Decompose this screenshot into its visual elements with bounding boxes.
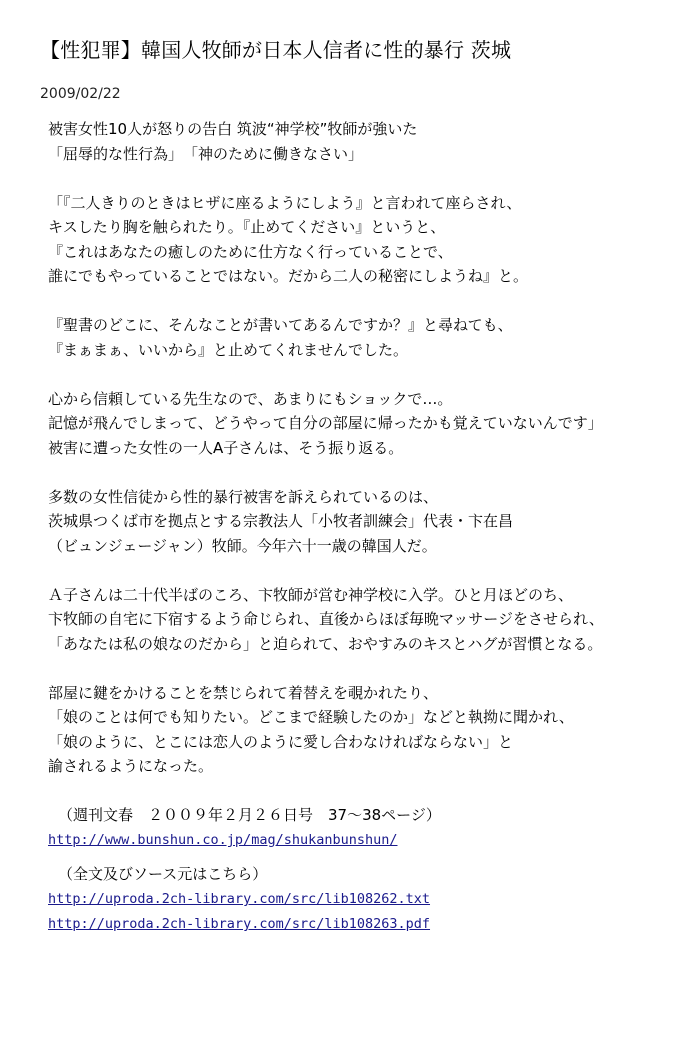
source-link-pdf[interactable]: http://uproda.2ch-library.com/src/lib108263.pdf (48, 916, 431, 932)
text-line: 被害女性10人が怒りの告白 筑波“神学校”牧師が強いた (48, 120, 418, 138)
source-section (40, 803, 673, 936)
text-line: 「『二人きりのときはヒザに座るようにしよう』と言われて座らされ、 (48, 193, 522, 212)
citation-text: （週刊文春 ２００９年２月２６日号 37～38ページ） (58, 806, 441, 824)
article-body (40, 117, 673, 779)
spacer (40, 852, 673, 862)
text-line: 「あなたは私の娘なのだから」と迫られて、おやすみのキスとハグが習慣となる。 (48, 634, 603, 653)
paragraph (40, 117, 673, 166)
text-line: 記憶が飛んでしまって、どうやって自分の部屋に帰ったかも覚えていないんです」 (48, 414, 603, 432)
text-line: 「娘のように、とこには恋人のように愛し合わなければならない」と (48, 732, 514, 751)
paragraph (40, 583, 673, 657)
text-line: 『これはあなたの癒しのために仕方なく行っていることで、 (48, 242, 453, 261)
text-line: キスしたり胸を触られたり。『止めてください』というと、 (48, 218, 446, 236)
text-line: 『まぁまぁ、いいから』と止めてくれませんでした。 (48, 340, 409, 359)
paragraph (40, 387, 673, 461)
source-link-txt[interactable]: http://uproda.2ch-library.com/src/lib108262.txt (48, 891, 431, 907)
text-line: 誰にでもやっていることではない。だから二人の秘密にしようね』と。 (48, 267, 529, 285)
text-line: 被害に遭った女性の一人A子さんは、そう振り返る。 (48, 438, 404, 457)
text-line: 「娘のことは何でも知りたい。どこまで経験したのか」などと執拗に聞かれ、 (48, 708, 574, 726)
citation-link[interactable]: http://www.bunshun.co.jp/mag/shukanbunshun/ (48, 832, 398, 848)
paragraph (40, 485, 673, 559)
paragraph (40, 191, 673, 289)
text-line: 心から信頼している先生なので、あまりにもショックで…。 (48, 389, 453, 408)
text-line: 『聖書のどこに、そんなことが書いてあるんですか？』と尋ねても、 (48, 316, 513, 334)
paragraph (40, 681, 673, 779)
text-line: Ａ子さんは二十代半ばのころ、卞牧師が営む神学校に入学。ひと月ほどのち、 (48, 585, 574, 604)
article-title: 【性犯罪】韓国人牧師が日本人信者に性的暴行 茨城 (40, 38, 512, 62)
text-line: 多数の女性信徒から性的暴行被害を訴えられているのは、 (48, 487, 439, 506)
paragraph (40, 313, 673, 362)
text-line: 部屋に鍵をかけることを禁じられて着替えを覗かれたり、 (48, 683, 439, 702)
fulltext-note: （全文及びソース元はこちら） (58, 865, 268, 883)
text-line: 卞牧師の自宅に下宿するよう命じられ、直後からほぼ毎晩マッサージをさせられ、 (48, 610, 604, 628)
text-line: 諭されるようになった。 (48, 757, 214, 775)
text-line: 「屈辱的な性行為」 「神のために働きなさい」 (48, 144, 364, 163)
text-line: （ビュンジェージャン）牧師。今年六十一歳の韓国人だ。 (48, 536, 437, 555)
text-line: 茨城県つくば市を拠点とする宗教法人「小牧者訓練会」代表・卞在昌 (48, 512, 514, 530)
article-date: 2009/02/22 (40, 86, 121, 102)
